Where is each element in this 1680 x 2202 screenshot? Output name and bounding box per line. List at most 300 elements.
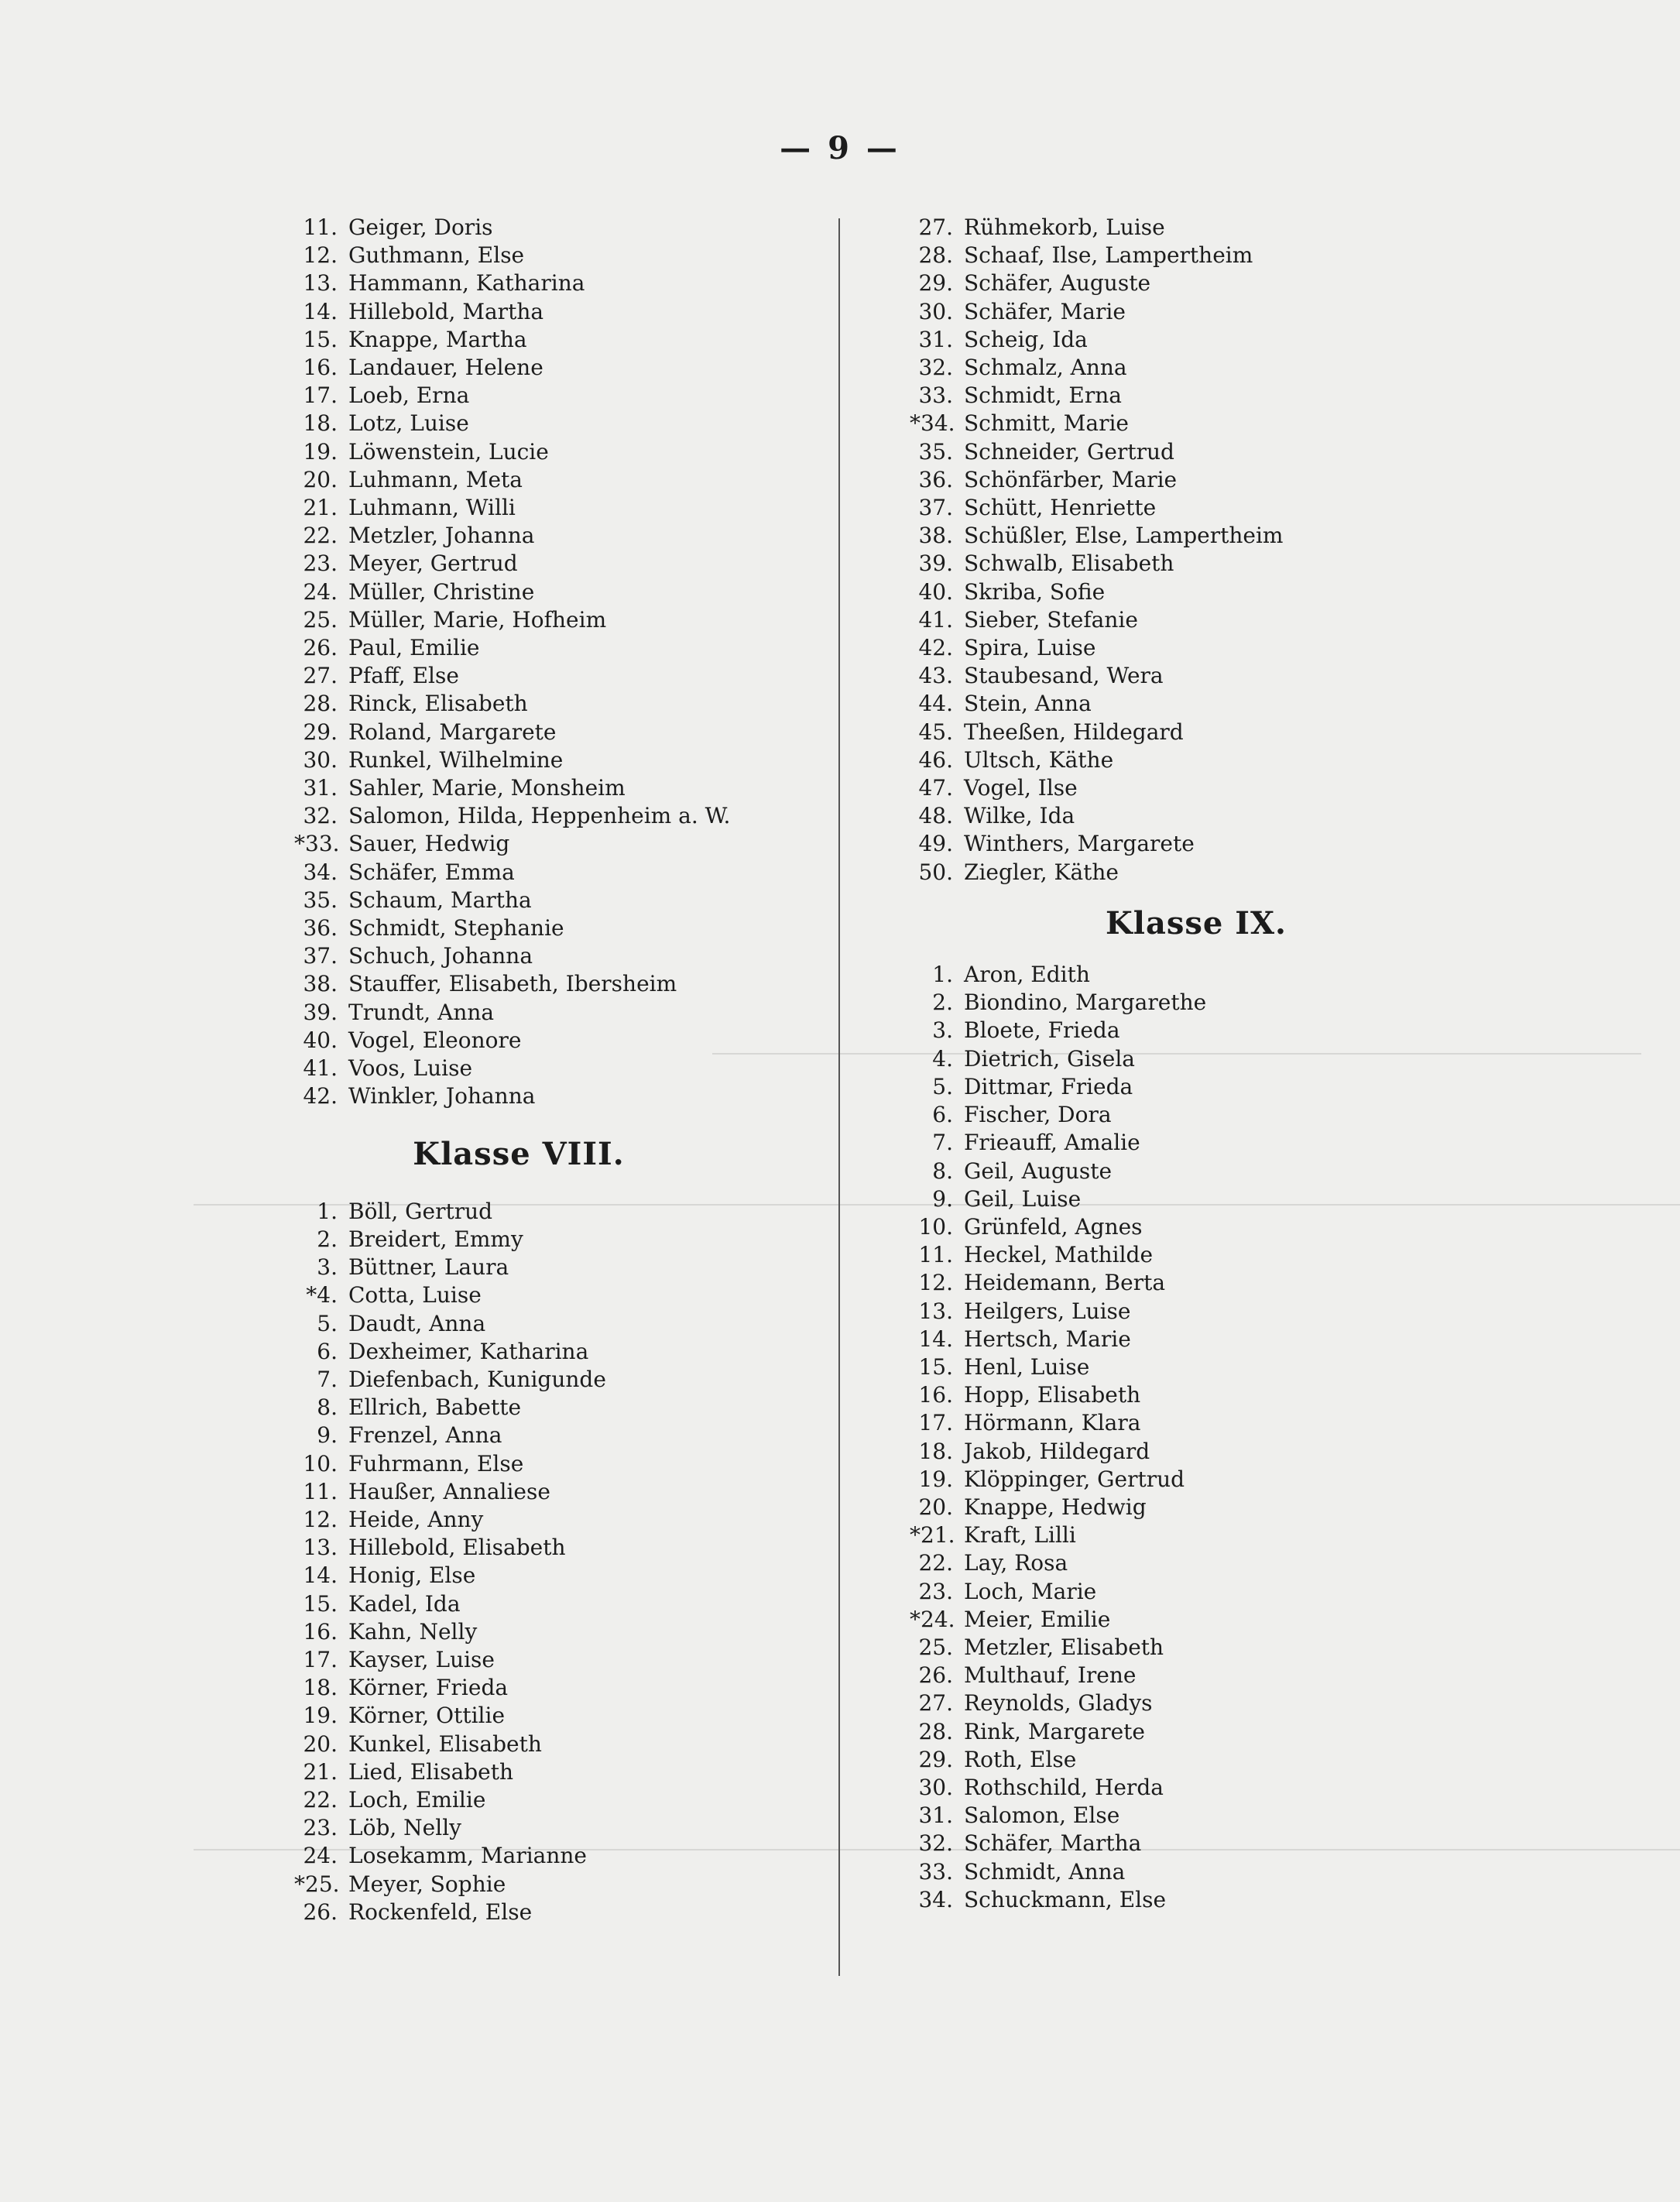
student-number: 5. xyxy=(317,1310,338,1336)
student-number: 23. xyxy=(918,1578,953,1604)
student-entry xyxy=(294,1506,821,1534)
student-number: 38. xyxy=(303,971,338,997)
student-name: Dexheimer, Katharina xyxy=(348,1338,589,1364)
student-name: Jakob, Hildegard xyxy=(964,1438,1150,1464)
student-number: 24. xyxy=(303,1843,338,1869)
student-entry xyxy=(910,1549,1606,1577)
student-entry xyxy=(910,859,1606,887)
student-number: 30. xyxy=(303,746,338,773)
student-name: Spira, Luise xyxy=(964,635,1096,661)
student-entry xyxy=(294,1898,821,1926)
student-number: 20. xyxy=(303,466,338,492)
student-name: Rockenfeld, Else xyxy=(348,1898,533,1925)
student-entry xyxy=(910,802,1606,830)
student-number: 20. xyxy=(303,1730,338,1757)
student-number: 29. xyxy=(918,270,953,297)
student-number: 17. xyxy=(303,382,338,409)
student-name: Schmitt, Marie xyxy=(964,410,1129,437)
student-entry xyxy=(910,1746,1606,1774)
student-name: Trundt, Anna xyxy=(348,999,495,1025)
student-entry xyxy=(910,1494,1606,1521)
student-name: Knappe, Hedwig xyxy=(964,1494,1147,1520)
student-entry xyxy=(294,1674,821,1702)
student-number: 36. xyxy=(918,466,953,492)
student-name: Runkel, Wilhelmine xyxy=(348,746,564,773)
student-name: Schneider, Gertrud xyxy=(964,438,1174,465)
student-name: Salomon, Else xyxy=(964,1802,1120,1829)
student-name: Hillebold, Elisabeth xyxy=(348,1535,566,1561)
student-entry xyxy=(910,410,1606,437)
student-name: Knappe, Martha xyxy=(348,326,527,352)
student-number: 29. xyxy=(918,1746,953,1772)
student-entry xyxy=(294,1730,821,1758)
student-number: 14. xyxy=(918,1326,953,1352)
student-number: 24. xyxy=(303,578,338,605)
student-name: Scheig, Ida xyxy=(964,326,1088,352)
student-number: 6. xyxy=(317,1338,338,1364)
student-entry xyxy=(910,961,1606,989)
student-entry xyxy=(910,1521,1606,1549)
student-entry xyxy=(294,1338,821,1366)
student-entry xyxy=(294,1254,821,1281)
student-entry xyxy=(294,1082,821,1110)
student-name: Dietrich, Gisela xyxy=(964,1045,1135,1072)
student-entry xyxy=(294,1450,821,1478)
student-name: Henl, Luise xyxy=(964,1353,1090,1380)
student-entry xyxy=(910,1101,1606,1129)
student-name: Schmidt, Stephanie xyxy=(348,915,564,942)
student-number: 46. xyxy=(918,746,953,773)
student-number: 18. xyxy=(303,410,338,437)
student-entry xyxy=(294,1786,821,1814)
student-number: 47. xyxy=(918,775,953,801)
student-name: Lied, Elisabeth xyxy=(348,1758,514,1785)
student-name: Sieber, Stefanie xyxy=(964,606,1138,633)
student-number: 20. xyxy=(918,1494,953,1520)
student-entry xyxy=(294,522,821,550)
student-name: Schütt, Henriette xyxy=(964,495,1157,521)
student-entry xyxy=(910,382,1606,410)
student-number: 18. xyxy=(918,1438,953,1464)
student-name: Losekamm, Marianne xyxy=(348,1843,587,1869)
student-entry xyxy=(294,1027,821,1055)
student-entry xyxy=(294,410,821,437)
student-entry xyxy=(910,1718,1606,1746)
student-number: 1. xyxy=(932,962,953,988)
student-entry xyxy=(294,298,821,326)
student-number: 21. xyxy=(303,1758,338,1785)
student-number: 49. xyxy=(918,831,953,857)
student-name: Hopp, Elisabeth xyxy=(964,1382,1141,1408)
student-name: Loeb, Erna xyxy=(348,382,470,409)
student-number: 41. xyxy=(303,1055,338,1082)
student-number: 28. xyxy=(303,691,338,717)
student-name: Bloete, Frieda xyxy=(964,1017,1120,1044)
student-entry xyxy=(910,606,1606,634)
student-entry xyxy=(294,802,821,830)
student-name: Schaum, Martha xyxy=(348,887,532,913)
student-entry xyxy=(910,269,1606,297)
student-name: Loch, Marie xyxy=(964,1578,1097,1604)
student-name: Staubesand, Wera xyxy=(964,663,1164,689)
student-number: 28. xyxy=(918,242,953,269)
student-number: 18. xyxy=(303,1675,338,1701)
student-number: 21. xyxy=(303,495,338,521)
student-name: Schuch, Johanna xyxy=(348,943,533,969)
student-number: 37. xyxy=(918,495,953,521)
student-entry xyxy=(294,606,821,634)
student-name: Schmidt, Erna xyxy=(964,382,1122,409)
klasse-ix-list xyxy=(910,961,1606,1914)
student-name: Meyer, Gertrud xyxy=(348,550,518,577)
student-entry xyxy=(910,774,1606,802)
student-number: 34. xyxy=(303,859,338,885)
student-name: Luhmann, Meta xyxy=(348,466,523,492)
student-number: 25. xyxy=(918,1634,953,1660)
student-number: 43. xyxy=(918,663,953,689)
student-entry xyxy=(910,354,1606,382)
student-name: Heidemann, Berta xyxy=(964,1270,1166,1296)
student-name: Körner, Frieda xyxy=(348,1675,509,1701)
student-number: 48. xyxy=(918,803,953,829)
student-entry xyxy=(294,1702,821,1730)
student-number: 9. xyxy=(932,1185,953,1212)
student-entry xyxy=(910,1185,1606,1213)
student-entry xyxy=(294,354,821,382)
student-number: 40. xyxy=(918,578,953,605)
student-entry xyxy=(294,466,821,494)
student-name: Daudt, Anna xyxy=(348,1310,486,1336)
student-number: 36. xyxy=(303,915,338,942)
student-entry xyxy=(910,1466,1606,1494)
student-entry xyxy=(910,214,1606,242)
student-name: Kraft, Lilli xyxy=(964,1522,1076,1549)
student-name: Fischer, Dora xyxy=(964,1102,1112,1128)
student-entry xyxy=(294,690,821,718)
student-name: Kayser, Luise xyxy=(348,1646,495,1672)
student-number: 26. xyxy=(303,635,338,661)
student-name: Heilgers, Luise xyxy=(964,1298,1131,1324)
klasse-viii-partial-list xyxy=(294,214,821,1111)
student-entry xyxy=(910,1634,1606,1662)
student-number: 33. xyxy=(918,1858,953,1885)
student-name: Schäfer, Auguste xyxy=(964,270,1151,297)
student-number: 34. xyxy=(918,1886,953,1912)
student-entry xyxy=(294,1590,821,1618)
student-entry xyxy=(294,746,821,774)
student-number: 9. xyxy=(317,1422,338,1449)
student-entry xyxy=(910,1662,1606,1689)
student-name: Schuckmann, Else xyxy=(964,1886,1167,1912)
student-name: Luhmann, Willi xyxy=(348,495,516,521)
student-name: Schäfer, Emma xyxy=(348,859,515,885)
student-number: 16. xyxy=(918,1382,953,1408)
student-name: Salomon, Hilda, Heppenheim a. W. xyxy=(348,803,731,829)
student-number: 45. xyxy=(918,719,953,745)
student-entry xyxy=(294,382,821,410)
student-name: Klöppinger, Gertrud xyxy=(964,1466,1185,1492)
student-entry xyxy=(910,326,1606,354)
student-entry xyxy=(294,1478,821,1506)
student-number: 37. xyxy=(303,943,338,969)
student-name: Geiger, Doris xyxy=(348,214,493,240)
student-number: 4. xyxy=(932,1045,953,1072)
student-name: Guthmann, Else xyxy=(348,242,525,269)
student-entry xyxy=(294,830,821,858)
student-number: 11. xyxy=(918,1242,953,1268)
student-entry xyxy=(294,214,821,242)
student-entry xyxy=(294,634,821,662)
student-name: Meier, Emilie xyxy=(964,1606,1111,1632)
student-entry xyxy=(910,494,1606,522)
left-column xyxy=(294,214,821,1926)
student-number: 16. xyxy=(303,355,338,381)
student-number: 8. xyxy=(932,1158,953,1184)
student-name: Theeßen, Hildegard xyxy=(964,719,1184,745)
student-entry xyxy=(910,634,1606,662)
student-name: Breidert, Emmy xyxy=(348,1226,523,1252)
student-name: Lotz, Luise xyxy=(348,410,469,437)
student-name: Rothschild, Herda xyxy=(964,1774,1164,1800)
student-name: Winkler, Johanna xyxy=(348,1083,536,1110)
student-entry xyxy=(910,830,1606,858)
student-entry xyxy=(294,242,821,269)
student-entry xyxy=(910,1606,1606,1634)
student-number: 2. xyxy=(932,990,953,1016)
student-entry xyxy=(294,494,821,522)
student-name: Rink, Margarete xyxy=(964,1718,1145,1744)
student-number: 13. xyxy=(303,270,338,297)
klasse-viii-list-right xyxy=(910,214,1606,887)
student-number: 27. xyxy=(918,1690,953,1717)
student-number: 15. xyxy=(918,1353,953,1380)
student-entry xyxy=(294,942,821,970)
student-name: Loch, Emilie xyxy=(348,1786,486,1813)
student-name: Hammann, Katharina xyxy=(348,270,585,297)
student-number: 28. xyxy=(918,1718,953,1744)
student-number: 25. xyxy=(303,606,338,633)
student-entry xyxy=(294,887,821,914)
student-entry xyxy=(294,269,821,297)
student-name: Schönfärber, Marie xyxy=(964,466,1178,492)
student-name: Pfaff, Else xyxy=(348,663,459,689)
student-name: Büttner, Laura xyxy=(348,1254,509,1281)
student-entry xyxy=(294,1871,821,1898)
student-number: 42. xyxy=(303,1083,338,1110)
student-entry xyxy=(294,550,821,578)
student-entry xyxy=(910,438,1606,466)
student-number: 32. xyxy=(918,355,953,381)
student-name: Voos, Luise xyxy=(348,1055,473,1082)
student-entry xyxy=(294,1310,821,1338)
student-entry xyxy=(910,1213,1606,1241)
student-name: Löwenstein, Lucie xyxy=(348,438,549,465)
student-entry xyxy=(910,1774,1606,1802)
student-name: Böll, Gertrud xyxy=(348,1198,493,1224)
student-entry xyxy=(294,1394,821,1422)
student-number: *25. xyxy=(294,1871,340,1897)
student-entry xyxy=(910,1886,1606,1914)
student-number: 15. xyxy=(303,1590,338,1617)
student-number: 16. xyxy=(303,1618,338,1645)
student-number: 50. xyxy=(918,859,953,885)
student-number: 29. xyxy=(303,719,338,745)
student-name: Aron, Edith xyxy=(964,962,1090,988)
student-name: Landauer, Helene xyxy=(348,355,543,381)
student-entry xyxy=(294,438,821,466)
student-number: 40. xyxy=(303,1027,338,1053)
student-entry xyxy=(294,1366,821,1394)
student-entry xyxy=(910,719,1606,746)
student-name: Frieauff, Amalie xyxy=(964,1130,1140,1156)
student-name: Hertsch, Marie xyxy=(964,1326,1131,1352)
student-entry xyxy=(294,719,821,746)
student-entry xyxy=(294,914,821,942)
student-entry xyxy=(910,1409,1606,1437)
student-number: 7. xyxy=(317,1366,338,1392)
student-number: 31. xyxy=(918,326,953,352)
student-number: 30. xyxy=(918,1774,953,1800)
student-name: Wilke, Ida xyxy=(964,803,1075,829)
student-number: *4. xyxy=(306,1282,338,1309)
student-name: Körner, Ottilie xyxy=(348,1703,506,1729)
student-name: Roland, Margarete xyxy=(348,719,557,745)
student-number: *33. xyxy=(294,831,340,857)
student-number: 35. xyxy=(918,438,953,465)
student-entry xyxy=(294,1814,821,1842)
student-number: 22. xyxy=(918,1550,953,1576)
student-name: Rinck, Elisabeth xyxy=(348,691,528,717)
student-number: 32. xyxy=(303,803,338,829)
student-entry xyxy=(910,690,1606,718)
student-entry xyxy=(294,1281,821,1309)
student-number: 3. xyxy=(317,1254,338,1281)
student-name: Hillebold, Martha xyxy=(348,298,544,324)
student-entry xyxy=(294,326,821,354)
student-name: Müller, Marie, Hofheim xyxy=(348,606,607,633)
student-name: Winthers, Margarete xyxy=(964,831,1195,857)
student-number: 6. xyxy=(932,1102,953,1128)
student-name: Müller, Christine xyxy=(348,578,535,605)
student-number: 12. xyxy=(918,1270,953,1296)
student-entry xyxy=(294,1646,821,1674)
student-name: Ultsch, Käthe xyxy=(964,746,1114,773)
student-name: Schmidt, Anna xyxy=(964,1858,1126,1885)
student-name: Schaaf, Ilse, Lampertheim xyxy=(964,242,1253,269)
student-entry xyxy=(294,1534,821,1562)
klasse-viii-heading: Klasse VIII. xyxy=(413,1135,625,1172)
klasse-ix-heading: Klasse IX. xyxy=(1106,904,1287,942)
student-number: 30. xyxy=(918,298,953,324)
student-entry xyxy=(910,242,1606,269)
student-number: *21. xyxy=(910,1522,955,1549)
student-number: 32. xyxy=(918,1830,953,1857)
student-name: Schäfer, Marie xyxy=(964,298,1126,324)
student-name: Lay, Rosa xyxy=(964,1550,1068,1576)
student-entry xyxy=(294,1562,821,1590)
student-entry xyxy=(910,1578,1606,1606)
student-name: Sauer, Hedwig xyxy=(348,831,510,857)
student-entry xyxy=(910,1802,1606,1830)
student-entry xyxy=(910,1858,1606,1886)
student-entry xyxy=(910,1830,1606,1857)
student-entry xyxy=(294,1198,821,1226)
student-number: *24. xyxy=(910,1606,955,1632)
student-name: Skriba, Sofie xyxy=(964,578,1106,605)
student-name: Biondino, Margarethe xyxy=(964,990,1207,1016)
student-name: Diefenbach, Kunigunde xyxy=(348,1366,606,1392)
student-entry xyxy=(910,1353,1606,1381)
student-number: 26. xyxy=(918,1662,953,1689)
student-name: Geil, Auguste xyxy=(964,1158,1113,1184)
student-number: 38. xyxy=(918,523,953,549)
student-name: Schäfer, Martha xyxy=(964,1830,1142,1857)
student-name: Kahn, Nelly xyxy=(348,1618,478,1645)
student-name: Kadel, Ida xyxy=(348,1590,461,1617)
student-number: 22. xyxy=(303,523,338,549)
student-number: 31. xyxy=(918,1802,953,1829)
student-entry xyxy=(294,1618,821,1646)
student-name: Geil, Luise xyxy=(964,1185,1082,1212)
student-number: 14. xyxy=(303,298,338,324)
student-name: Multhauf, Irene xyxy=(964,1662,1137,1689)
student-name: Cotta, Luise xyxy=(348,1282,482,1309)
student-name: Heide, Anny xyxy=(348,1506,484,1532)
student-name: Metzler, Johanna xyxy=(348,523,535,549)
right-column xyxy=(910,214,1606,1914)
student-name: Reynolds, Gladys xyxy=(964,1690,1153,1717)
student-name: Paul, Emilie xyxy=(348,635,480,661)
student-number: 23. xyxy=(303,1815,338,1841)
student-entry xyxy=(910,550,1606,578)
student-number: 13. xyxy=(303,1535,338,1561)
student-entry xyxy=(294,999,821,1027)
student-entry xyxy=(294,859,821,887)
page-number: — 9 — xyxy=(780,130,900,166)
student-name: Vogel, Eleonore xyxy=(348,1027,522,1053)
student-number: 17. xyxy=(303,1646,338,1672)
student-name: Schüßler, Else, Lampertheim xyxy=(964,523,1284,549)
student-entry xyxy=(294,1842,821,1870)
student-name: Honig, Else xyxy=(348,1562,476,1589)
student-number: 33. xyxy=(918,382,953,409)
student-number: 31. xyxy=(303,775,338,801)
student-number: 19. xyxy=(303,1703,338,1729)
student-entry xyxy=(294,578,821,606)
student-entry xyxy=(294,970,821,998)
student-name: Hörmann, Klara xyxy=(964,1410,1141,1436)
student-number: 15. xyxy=(303,326,338,352)
student-entry xyxy=(910,662,1606,690)
student-entry xyxy=(294,662,821,690)
student-number: 44. xyxy=(918,691,953,717)
student-number: 19. xyxy=(303,438,338,465)
student-name: Haußer, Annaliese xyxy=(348,1478,550,1504)
student-name: Metzler, Elisabeth xyxy=(964,1634,1164,1660)
student-number: 22. xyxy=(303,1786,338,1813)
student-name: Fuhrmann, Else xyxy=(348,1450,524,1477)
student-name: Meyer, Sophie xyxy=(348,1871,506,1897)
student-entry xyxy=(910,466,1606,494)
student-number: 14. xyxy=(303,1562,338,1589)
student-name: Stein, Anna xyxy=(964,691,1092,717)
student-number: 39. xyxy=(918,550,953,577)
student-entry xyxy=(910,1158,1606,1185)
student-number: 11. xyxy=(303,214,338,240)
student-entry xyxy=(910,1269,1606,1297)
student-entry xyxy=(910,298,1606,326)
student-number: 42. xyxy=(918,635,953,661)
